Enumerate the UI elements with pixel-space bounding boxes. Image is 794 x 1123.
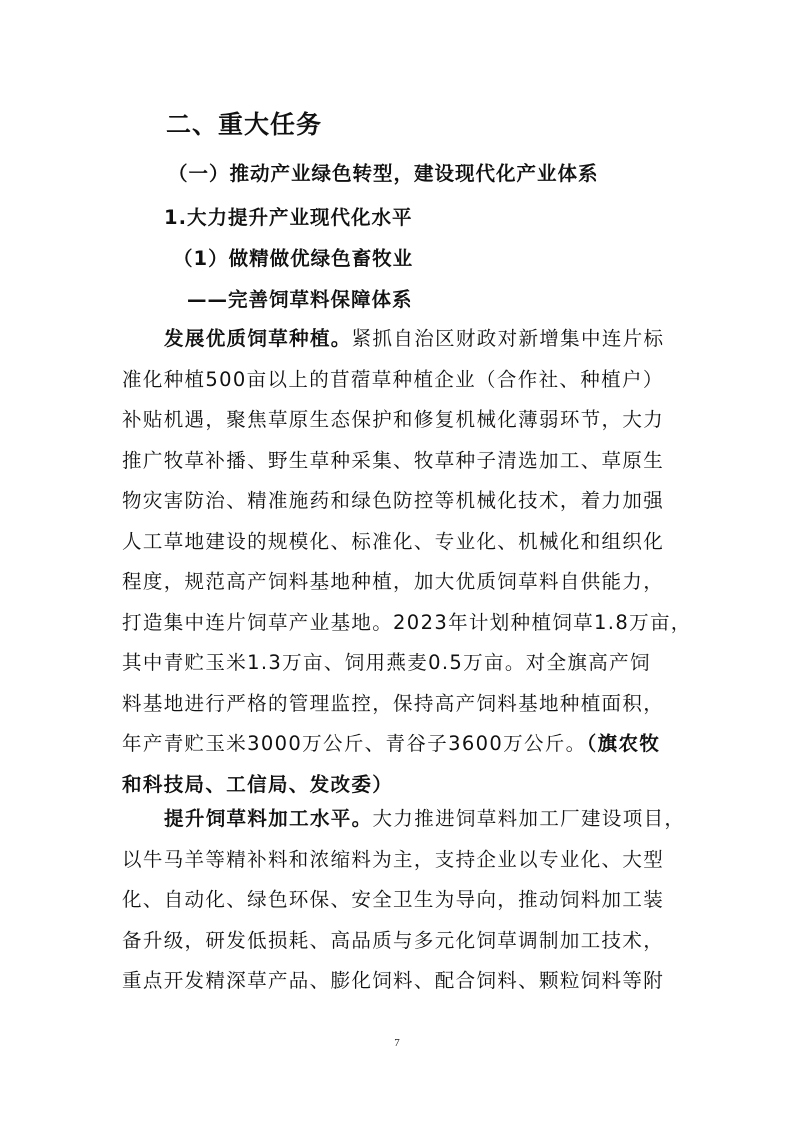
paragraph-text: 大力推进饲草料加工厂建设项目， bbox=[372, 807, 686, 830]
paragraph-lead: 发展优质饲草种植。 bbox=[164, 327, 352, 350]
paragraph-line: 准化种植500亩以上的苜蓿草种植企业（合作社、种植户） bbox=[122, 367, 664, 391]
paragraph-line: 人工草地建设的规模化、标准化、专业化、机械化和组织化 bbox=[122, 529, 665, 553]
responsible-departments: 和科技局、工信局、发改委） bbox=[122, 772, 394, 796]
paragraph-line: 程度，规范高产饲料基地种植，加大优质饲草料自供能力， bbox=[122, 570, 665, 593]
paragraph-line: 料基地进行严格的管理监控，保持高产饲料基地种植面积， bbox=[122, 691, 665, 715]
paragraph-line: 重点开发精深草产品、膨化饲料、配合饲料、颗粒饲料等附 bbox=[122, 969, 665, 992]
paragraph-line: 备升级，研发低损耗、高品质与多元化饲草调制加工技术， bbox=[122, 928, 665, 952]
subsection-title: （一）推动产业绿色转型，建设现代化产业体系 bbox=[168, 162, 599, 185]
paragraph-forage-planting bbox=[122, 319, 692, 805]
paragraph-lead: 提升饲草料加工水平。 bbox=[164, 807, 373, 830]
section-title: 二、重大任务 bbox=[166, 110, 323, 139]
paragraph-line bbox=[122, 724, 682, 765]
paragraph-line: 打造集中连片饲草产业基地。2023年计划种植饲草1.8万亩， bbox=[122, 610, 692, 634]
subitem-title: （1）做精做优绿色畜牧业 bbox=[173, 247, 414, 270]
paragraph-line: 化、自动化、绿色环保、安全卫生为导向，推动饲料加工装 bbox=[122, 888, 665, 911]
responsible-departments: （旗农牧 bbox=[586, 732, 661, 755]
page-number: 7 bbox=[394, 1037, 400, 1049]
paragraph-line: 推广牧草补播、野生草种采集、牧草种子清选加工、草原生 bbox=[122, 448, 665, 472]
paragraph-line: 以牛马羊等精补料和浓缩料为主，支持企业以专业化、大型 bbox=[122, 847, 665, 871]
paragraph-line bbox=[122, 319, 682, 360]
item-title: 1.大力提升产业现代化水平 bbox=[164, 206, 413, 229]
paragraph-text: 年产青贮玉米3000万公斤、青谷子3600万公斤。 bbox=[122, 732, 587, 755]
paragraph-text: 紧抓自治区财政对新增集中连片标 bbox=[351, 327, 665, 350]
paragraph-forage-processing bbox=[122, 799, 686, 1002]
paragraph-line: 物灾害防治、精准施药和绿色防控等机械化技术，着力加强 bbox=[122, 489, 665, 512]
dash-title: ——完善饲草料保障体系 bbox=[187, 288, 413, 311]
paragraph-line: 其中青贮玉米1.3万亩、饲用燕麦0.5万亩。对全旗高产饲 bbox=[122, 651, 651, 674]
paragraph-line bbox=[122, 799, 686, 840]
paragraph-line: 补贴机遇，聚焦草原生态保护和修复机械化薄弱环节，大力 bbox=[122, 408, 665, 431]
